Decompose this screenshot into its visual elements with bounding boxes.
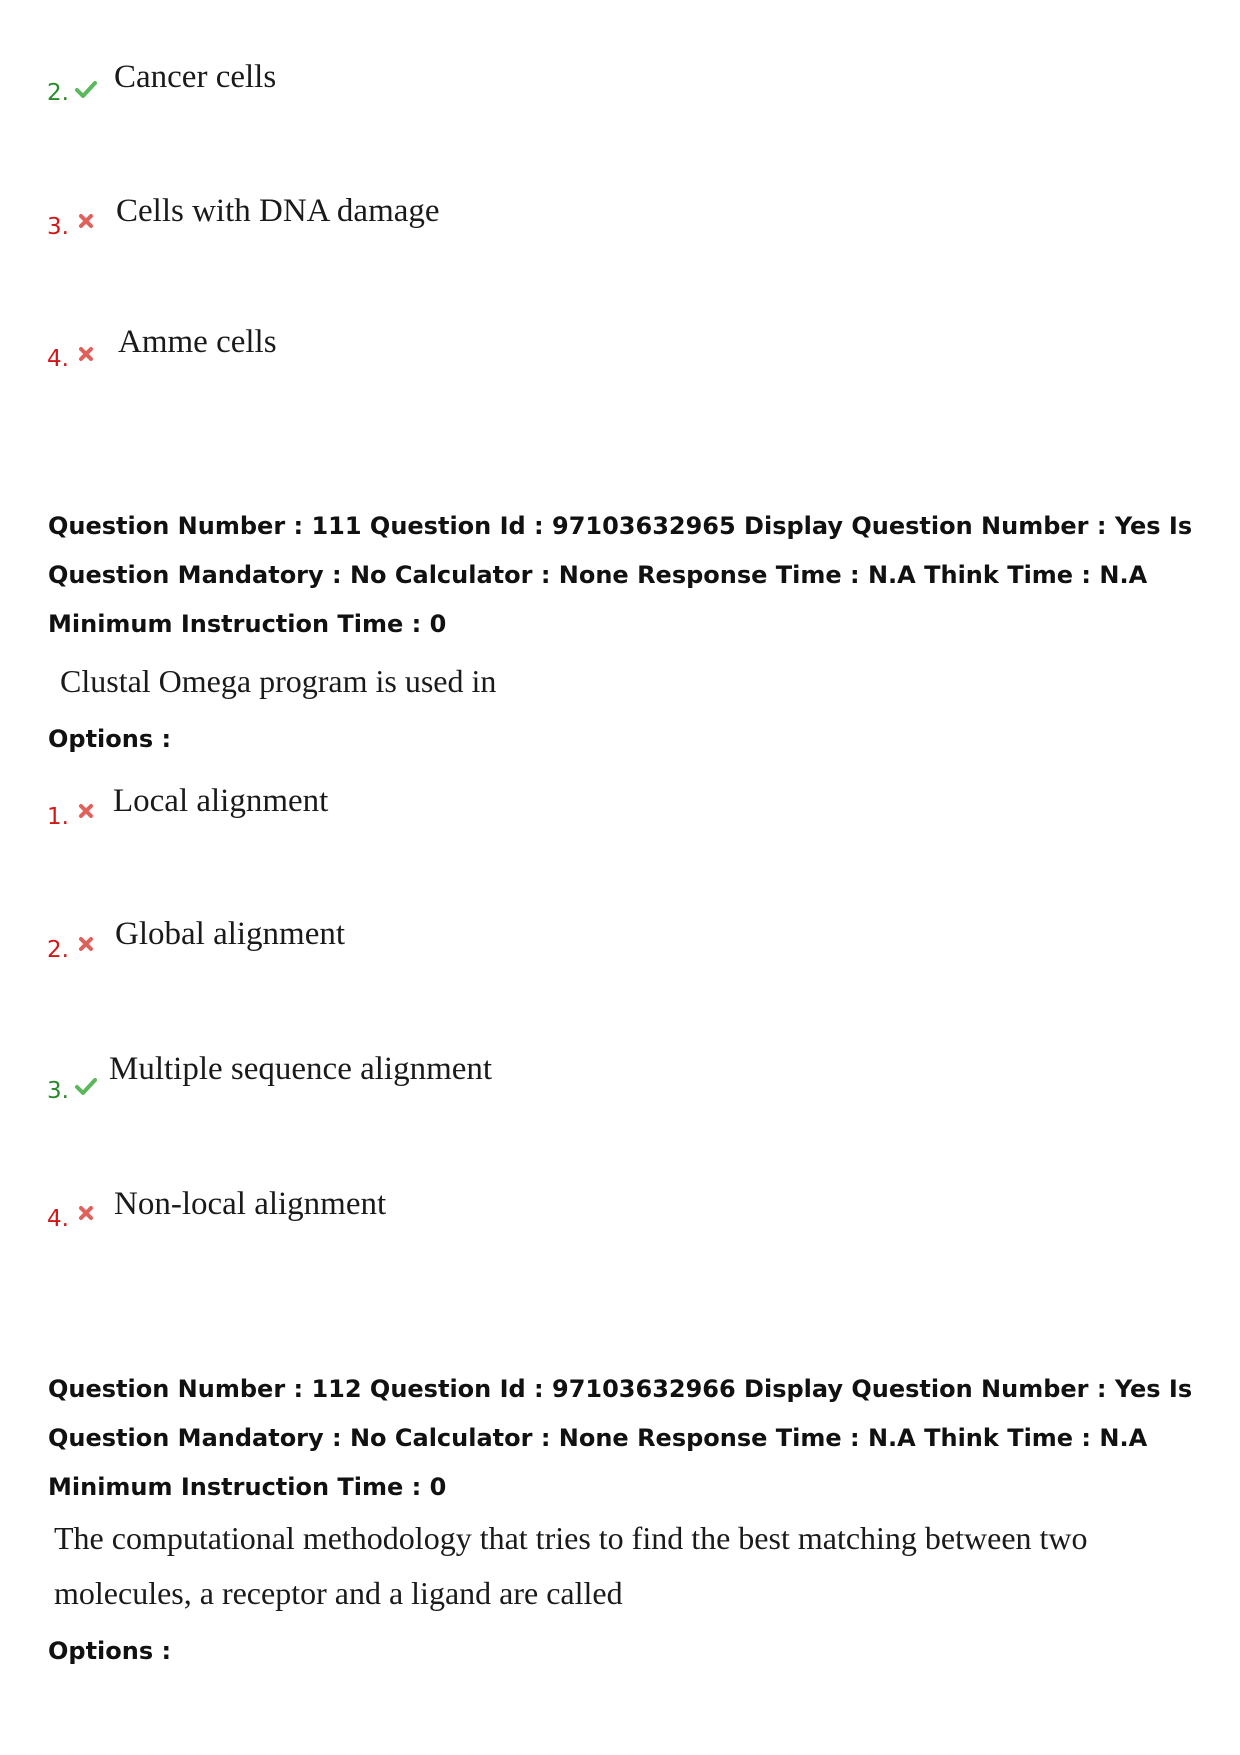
option-number: 1. <box>47 804 69 830</box>
cross-icon <box>76 801 96 821</box>
cross-icon <box>76 1203 96 1223</box>
option-text: Cells with DNA damage <box>116 193 440 229</box>
option-text: Cancer cells <box>114 59 277 95</box>
options-label: Options : <box>48 725 172 753</box>
option-text: Global alignment <box>115 916 346 952</box>
question-text-line: The computational methodology that tries to find the best matching between two <box>54 1520 1088 1556</box>
option-number: 4. <box>47 346 69 372</box>
cross-icon <box>76 934 96 954</box>
option-number: 2. <box>47 937 69 963</box>
check-icon <box>74 1074 98 1098</box>
question-text-line: molecules, a receptor and a ligand are called <box>54 1575 623 1611</box>
option-number: 2. <box>47 80 69 106</box>
question-text: Clustal Omega program is used in <box>60 663 497 699</box>
option-text: Amme cells <box>118 324 277 360</box>
option-number: 4. <box>47 1206 69 1232</box>
option-text: Non-local alignment <box>114 1186 387 1222</box>
option-number: 3. <box>47 214 69 240</box>
options-label: Options : <box>48 1637 172 1665</box>
question-meta: Question Number : 112 Question Id : 97103632966 Display Question Number : Yes Is Question Mandatory : No Calculator : None Response Time : N.A Think Time : N.A Minimum Instruction Time : 0 <box>48 1375 1193 1501</box>
option-text: Multiple sequence alignment <box>109 1051 493 1087</box>
option-text: Local alignment <box>113 783 329 819</box>
cross-icon <box>76 344 96 364</box>
option-number: 3. <box>47 1078 69 1104</box>
cross-icon <box>76 211 96 231</box>
check-icon <box>74 77 98 101</box>
question-meta: Question Number : 111 Question Id : 97103632965 Display Question Number : Yes Is Question Mandatory : No Calculator : None Response Time : N.A Think Time : N.A Minimum Instruction Time : 0 <box>48 512 1193 638</box>
